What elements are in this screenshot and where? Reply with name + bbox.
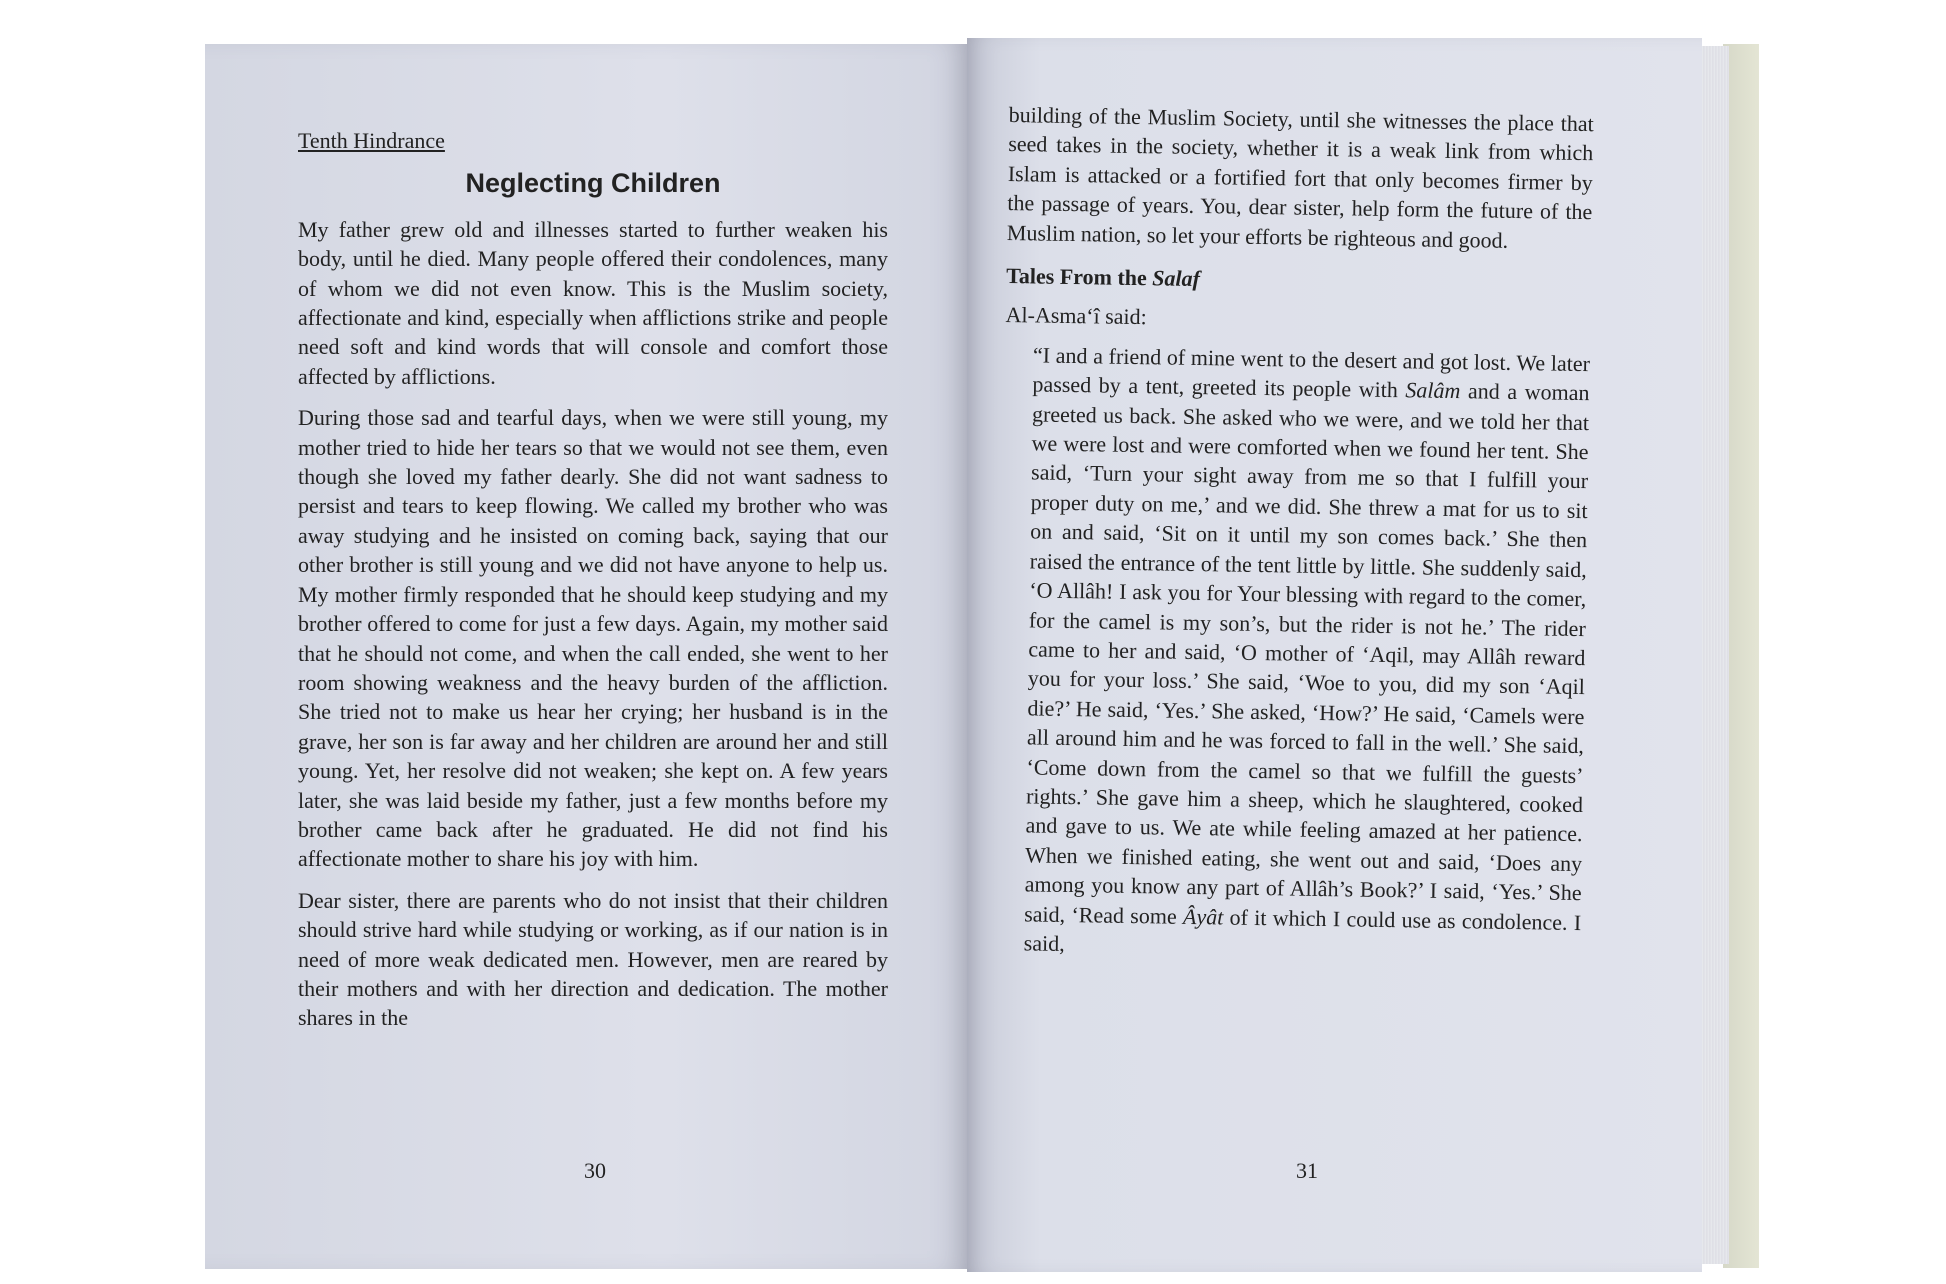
quote-italic-term: Salâm (1405, 377, 1461, 404)
section-heading (1006, 261, 1591, 300)
quote-paragraph (996, 340, 1591, 967)
chapter-title: Neglecting Children (465, 168, 721, 199)
open-book (205, 38, 1740, 1274)
quote-italic-term: Âyât (1182, 903, 1224, 930)
quote-text: of it which I could use as condolence. I said, (1023, 904, 1582, 956)
right-page-content (995, 100, 1594, 978)
right-page (967, 38, 1702, 1272)
section-heading-text: Tales From the (1006, 263, 1153, 291)
quote-text: “I and a friend of mine went to the desert and got lost. We later passed by a tent, greeted its people with (1032, 342, 1591, 403)
attribution: Al-Asma‘î said: (1005, 302, 1147, 330)
running-head: Tenth Hindrance (298, 128, 445, 153)
paragraph: During those sad and tearful days, when we were still young, my mother tried to hide her tears so that we would not see them, even though she loved my father dearly. She did not want sadness to persist and tears to keep flowing. We called my brother who was away studying and he insisted on coming back, saying that our other brother is still young and we did not have anyone to help us. My mother firmly responded that he should keep studying and my brother offered to come for just a few days. Again, my mother said that he should not come, and when the call ended, she went to her room showing weakness and the heavy burden of the affliction. She tried not to make us hear her crying; her husband is in the grave, her son is far away and her children are around her and still young. Yet, her resolve did not weaken; she kept on. A few years later, she was laid beside my father, just a few months before my brother came back after he graduated. He did not find his affectionate mother to share his joy with him. (298, 405, 888, 872)
paragraph: Dear sister, there are parents who do not insist that their children should strive hard while studying or working, as if our nation is in need of more weak dedicated men. However, men are reared by their mothers and with her direction and dedication. The mother shares in the (298, 887, 888, 1031)
page-number-left: 30 (584, 1158, 606, 1183)
left-page (205, 44, 967, 1269)
quote-text: and a woman greeted us back. She asked who we were, and we told her that we were lost and were comforted when we found her tent. She said, ‘Turn your sight away from me so that I fulfill your proper duty on me,’ and we did. She threw a mat for us to sit on and said, ‘Sit on it until my son comes back.’ She then raised the entrance of the tent little by little. She suddenly said, ‘O Allâh! I ask you for Your blessing with regard to the comer, for the camel is my son’s, but the rider is not he.’ The rider came to her and said, ‘O mother of ‘Aqil, may Allâh reward you for your loss.’ She said, ‘Woe to you, did my son ‘Aqil die?’ He said, ‘Yes.’ She asked, ‘How?’ He said, ‘Camels were all around him and he was forced to fall in the well.’ She said, ‘Come down from the camel so that we fulfill the guests’ rights.’ She gave him a sheep, which he slaughtered, cooked and gave to us. We ate while feeling amazed at her patience. When we finished eating, she went out and said, ‘Does any among you know any part of Allâh’s Book?’ I said, ‘Yes.’ She said, ‘Read some (1024, 378, 1590, 929)
page-number-right: 31 (1296, 1158, 1318, 1183)
section-heading-italic: Salaf (1152, 265, 1201, 292)
paragraph: building of the Muslim Society, until she witnesses the place that seed takes in the society, whether it is a weak link from which Islam is attacked or a fortified fort that only becomes firmer by the passage of years. You, dear sister, help form the future of the Muslim nation, so let your efforts be righteous and good. (1006, 101, 1594, 253)
paragraph: My father grew old and illnesses started to further weaken his body, until he died. Many people offered their condolences, many of whom we did not even know. This is the Muslim society, affectionate and kind, especially when afflictions strike and people need soft and kind words that will console and comfort those affected by afflictions. (298, 216, 888, 389)
left-page-content (298, 126, 888, 1045)
